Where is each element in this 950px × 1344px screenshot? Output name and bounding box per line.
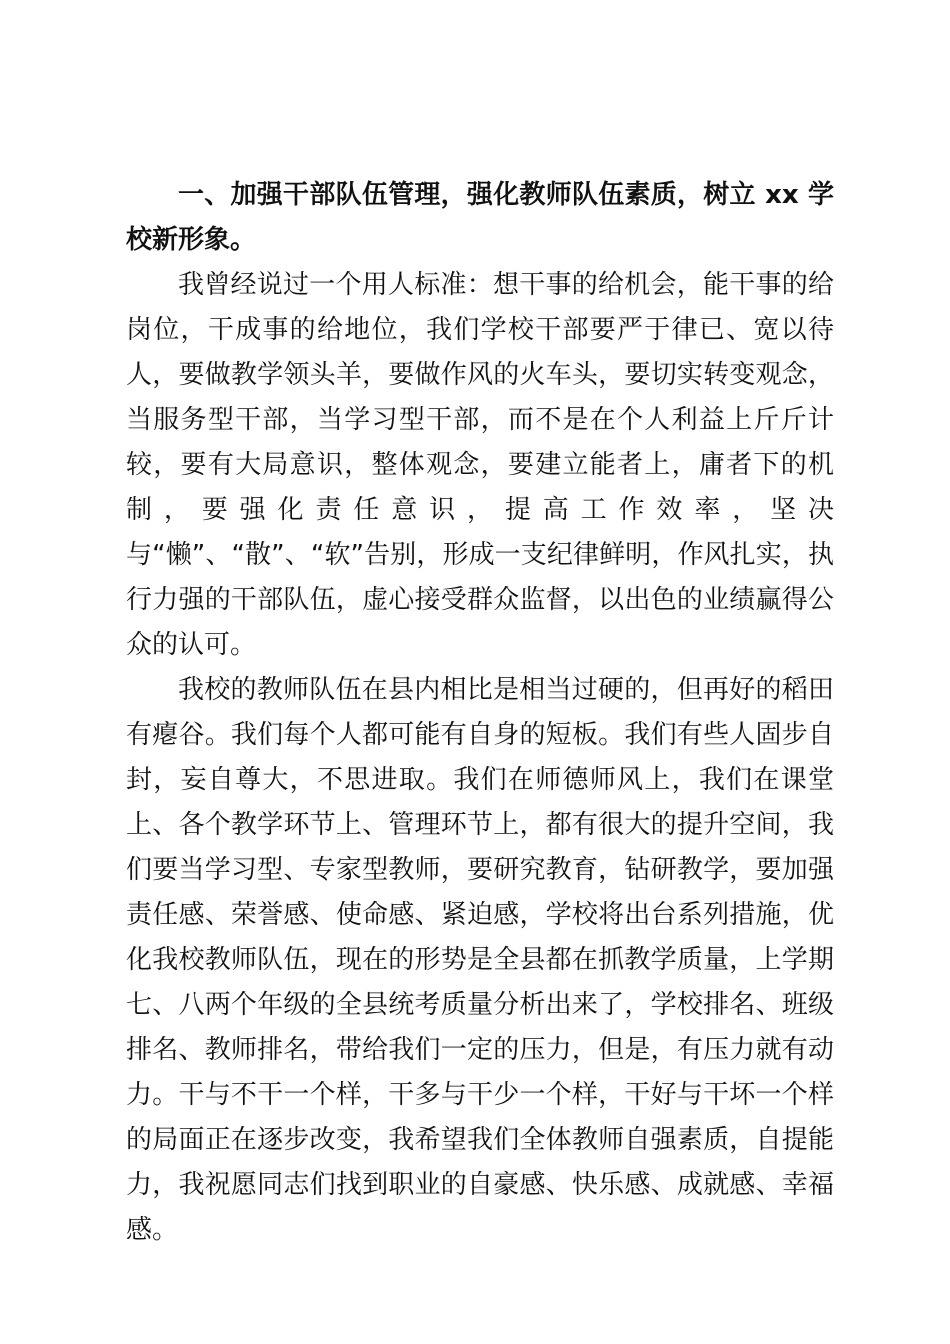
section-heading: 一、加强干部队伍管理，强化教师队伍素质，树立 xx 学校新形象。	[126, 180, 834, 255]
paragraph-teacher-team: 我校的教师队伍在县内相比是相当过硬的，但再好的稻田有瘪谷。我们每个人都可能有自身的短板。我们有些人固步自封，妄自尊大，不思进取。我们在师德师风上，我们在课堂上、各个教学环节上、管理环节上，都有很大的提升空间，我们要当学习型、专家型教师，要研究教育，钻研教学，要加强责任感、荣誉感、使命感、紧迫感，学校将出台系列措施，优化我校教师队伍，现在的形势是全县都在抓教学质量，上学期七、八两个年级的全县统考质量分析出来了，学校排名、班级排名、教师排名，带给我们一定的压力，但是，有压力就有动力。干与不干一个样，干多与干少一个样，干好与干坏一个样的局面正在逐步改变，我希望我们全体教师自强素质，自提能力，我祝愿同志们找到职业的自豪感、快乐感、成就感、幸福感。	[126, 675, 834, 1245]
document-body	[126, 173, 834, 1253]
paragraph-cadre-standards: 我曾经说过一个用人标准：想干事的给机会，能干事的给岗位，干成事的给地位，我们学校干部要严于律已、宽以待人，要做教学领头羊，要做作风的火车头，要切实转变观念，当服务型干部，当学习型干部，而不是在个人利益上斤斤计较，要有大局意识，整体观念，要建立能者上，庸者下的机制，要强化责任意识，提高工作效率，坚决与“懒”、“散”、“软”告别，形成一支纪律鲜明，作风扎实，执行力强的干部队伍，虚心接受群众监督，以出色的业绩赢得公众的认可。	[126, 270, 834, 660]
